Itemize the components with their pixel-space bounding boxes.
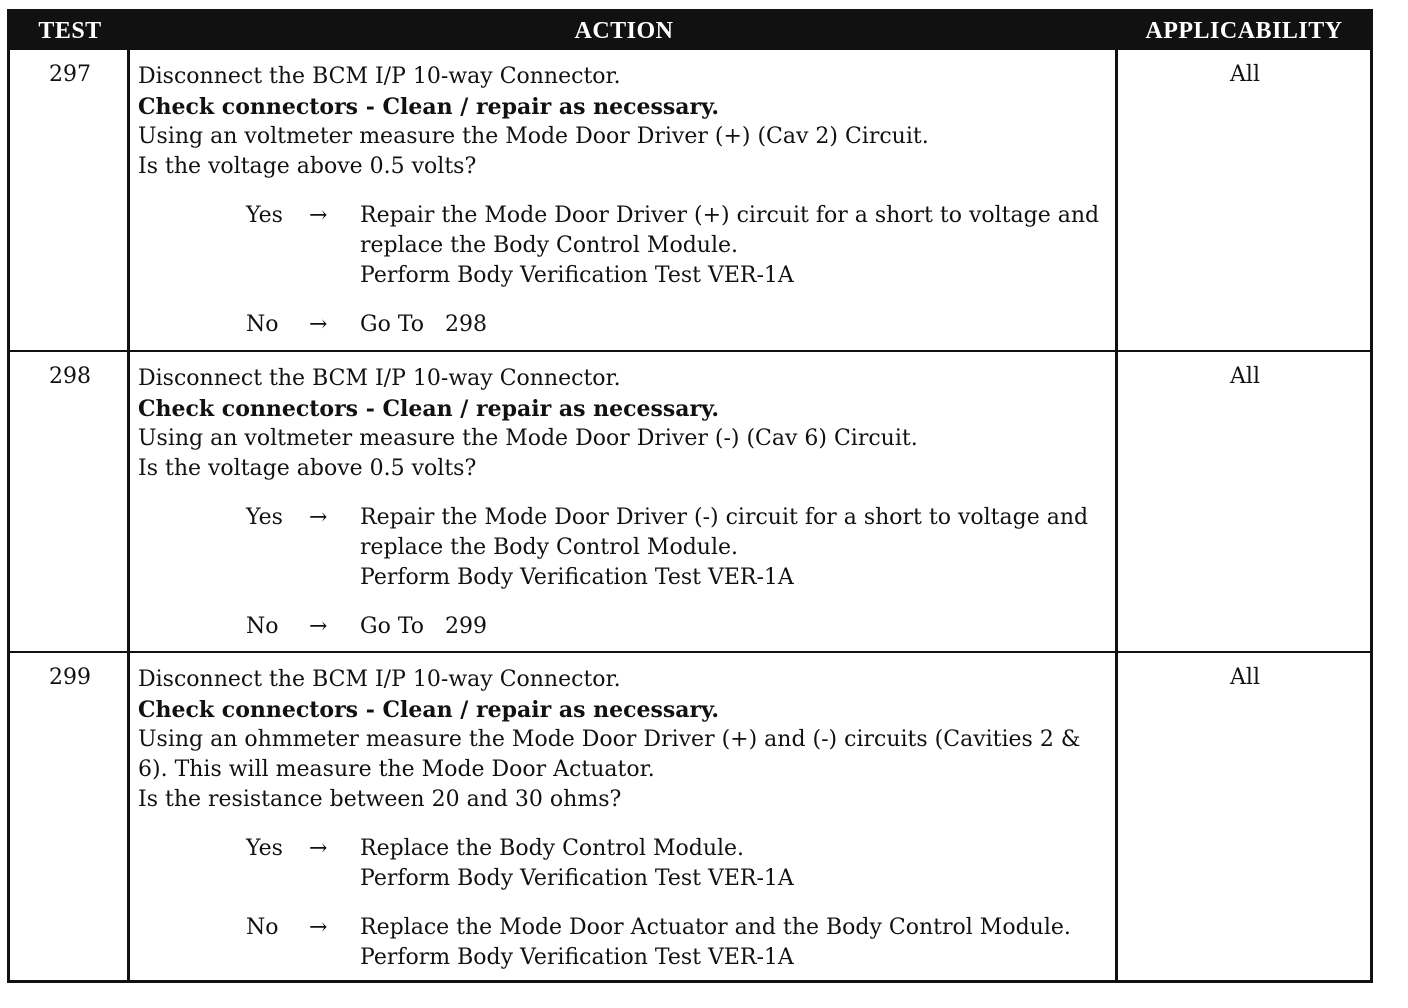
table-row [10, 350, 1370, 651]
header-applicability: APPLICABILITY [1145, 18, 1343, 44]
action-line-bold: Check connectors - Clean / repair as necessary. [138, 94, 720, 120]
no-label: No [246, 614, 279, 639]
no-branch [138, 612, 1118, 642]
result-line: Perform Body Verification Test VER-1A [360, 866, 794, 891]
table-header [10, 12, 1370, 50]
yes-label: Yes [246, 836, 283, 861]
action-line: 6). This will measure the Mode Door Actuator. [138, 757, 655, 782]
test-number: 298 [49, 364, 91, 389]
action-line: Disconnect the BCM I/P 10-way Connector. [138, 366, 621, 391]
yes-result [360, 201, 1118, 291]
applicability-value: All [1230, 665, 1260, 690]
result-line: Repair the Mode Door Driver (-) circuit for a short to voltage and [360, 505, 1089, 530]
action-line-bold: Check connectors - Clean / repair as necessary. [138, 396, 720, 422]
no-label: No [246, 915, 279, 940]
action-line: Using an voltmeter measure the Mode Door Driver (-) (Cav 6) Circuit. [138, 426, 918, 451]
result-line: replace the Body Control Module. [360, 535, 738, 560]
table-row [10, 651, 1370, 980]
yes-branch [138, 201, 1118, 291]
arrow-right-icon: → [309, 915, 328, 940]
no-result [360, 310, 1118, 340]
result-line: Repair the Mode Door Driver (+) circuit for a short to voltage and [360, 203, 1100, 228]
result-line: Perform Body Verification Test VER-1A [360, 263, 794, 288]
result-line: Replace the Mode Door Actuator and the Body Control Module. [360, 915, 1071, 940]
result-line: Perform Body Verification Test VER-1A [360, 565, 794, 590]
arrow-right-icon: → [309, 203, 328, 228]
arrow-right-icon: → [309, 505, 328, 530]
action-line: Is the voltage above 0.5 volts? [138, 456, 477, 481]
result-line: Perform Body Verification Test VER-1A [360, 945, 794, 970]
applicability-value: All [1230, 62, 1260, 87]
yes-branch [138, 834, 1118, 894]
action-cell [138, 364, 1118, 642]
action-line-bold: Check connectors - Clean / repair as necessary. [138, 697, 720, 723]
no-result [360, 612, 1118, 642]
yes-label: Yes [246, 203, 283, 228]
action-cell [138, 665, 1118, 973]
result-line: Go To 298 [360, 312, 487, 337]
action-line: Using an voltmeter measure the Mode Door Driver (+) (Cav 2) Circuit. [138, 124, 929, 149]
yes-result [360, 503, 1118, 593]
table-row [10, 50, 1370, 350]
no-branch [138, 310, 1118, 340]
no-result [360, 913, 1118, 973]
result-line: Go To 299 [360, 614, 487, 639]
action-cell [138, 62, 1118, 340]
test-number: 299 [49, 665, 91, 690]
arrow-right-icon: → [309, 614, 328, 639]
no-branch [138, 913, 1118, 973]
header-action: ACTION [574, 18, 674, 44]
action-line: Is the voltage above 0.5 volts? [138, 154, 477, 179]
action-line: Disconnect the BCM I/P 10-way Connector. [138, 64, 621, 89]
arrow-right-icon: → [309, 312, 328, 337]
result-line: replace the Body Control Module. [360, 233, 738, 258]
result-line: Replace the Body Control Module. [360, 836, 745, 861]
yes-result [360, 834, 1118, 894]
test-number: 297 [49, 62, 91, 87]
applicability-value: All [1230, 364, 1260, 389]
action-line: Disconnect the BCM I/P 10-way Connector. [138, 667, 621, 692]
diagnostic-test-table [7, 9, 1373, 983]
action-line: Is the resistance between 20 and 30 ohms? [138, 787, 622, 812]
arrow-right-icon: → [309, 836, 328, 861]
header-test: TEST [38, 18, 102, 44]
no-label: No [246, 312, 279, 337]
yes-branch [138, 503, 1118, 593]
action-line: Using an ohmmeter measure the Mode Door Driver (+) and (-) circuits (Cavities 2 & [138, 727, 1081, 752]
yes-label: Yes [246, 505, 283, 530]
